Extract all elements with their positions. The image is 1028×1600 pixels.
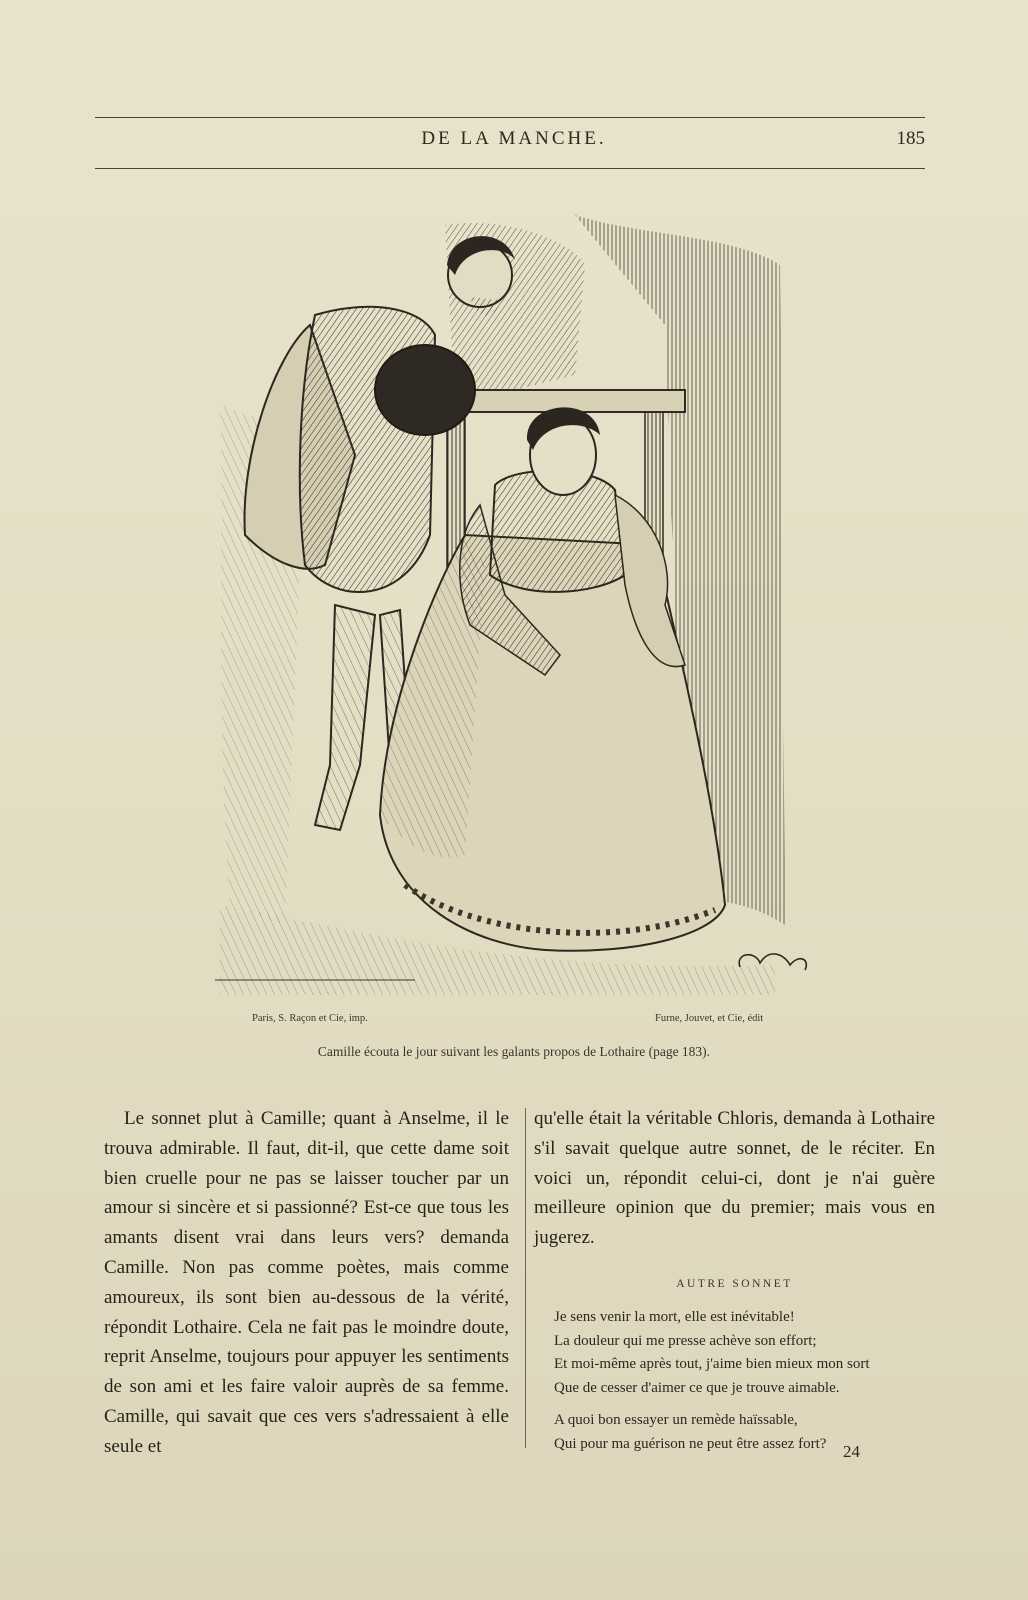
sonnet-verse: Je sens venir la mort, elle est inévitable! xyxy=(554,1309,795,1325)
column-divider xyxy=(525,1108,526,1448)
signature-mark: 24 xyxy=(843,1442,860,1461)
sonnet-verse: A quoi bon essayer un remède haïssable, xyxy=(554,1412,798,1428)
sonnet xyxy=(554,1306,934,1465)
sonnet-verse: La douleur qui me presse achève son effort; xyxy=(554,1332,817,1349)
sonnet-verse: Que de cesser d'aimer ce que je trouve aimable. xyxy=(554,1379,840,1396)
left-column-text: Le sonnet plut à Camille; quant à Anselme, il le trouva admirable. Il faut, dit-il, que cette dame soit bien cruelle pour ne pas se laisser toucher par un amour si sincère et si passionné? Est-ce que tous les amants disent vrai dans leurs vers? demanda Camille. Non pas comme poètes, mais comme amoureux, ils sont bien au-dessous de la vérité, répondit Lothaire. Cela ne fait pas le moindre doute, reprit Anselme, toujours pour appuyer les sentiments de son ami et les faire valoir auprès de sa femme. Camille, qui savait que ces vers s'adressaient à elle seule et xyxy=(104,1108,509,1457)
left-column xyxy=(104,1104,509,1462)
header-top-rule xyxy=(95,117,925,118)
right-column xyxy=(534,1104,935,1253)
header-bottom-rule xyxy=(95,168,925,169)
sonnet-title: AUTRE SONNET xyxy=(676,1278,793,1290)
sonnet-stanza xyxy=(554,1306,934,1400)
publisher-credit: Furne, Jouvet, et Cie, édit xyxy=(655,1013,764,1024)
sonnet-verse: Qui pour ma guérison ne peut être assez fort? xyxy=(554,1435,827,1452)
engraving-illustration xyxy=(215,205,815,1005)
sonnet-stanza xyxy=(554,1409,934,1456)
running-title: DE LA MANCHE. xyxy=(421,128,607,149)
printer-credit: Paris, S. Raçon et Cie, imp. xyxy=(252,1013,368,1024)
sonnet-verse: Et moi-même après tout, j'aime bien mieux mon sort xyxy=(554,1356,870,1372)
page-number: 185 xyxy=(896,128,925,149)
illustration-caption: Camille écouta le jour suivant les galants propos de Lothaire (page 183). xyxy=(317,1044,711,1059)
right-column-text: qu'elle était la véritable Chloris, demanda à Lothaire s'il savait quelque autre sonnet, de le réciter. En voici un, répondit celui-ci, dont je n'ai guère meilleure opinion que du premier; mais vous en jugerez. xyxy=(534,1108,935,1249)
